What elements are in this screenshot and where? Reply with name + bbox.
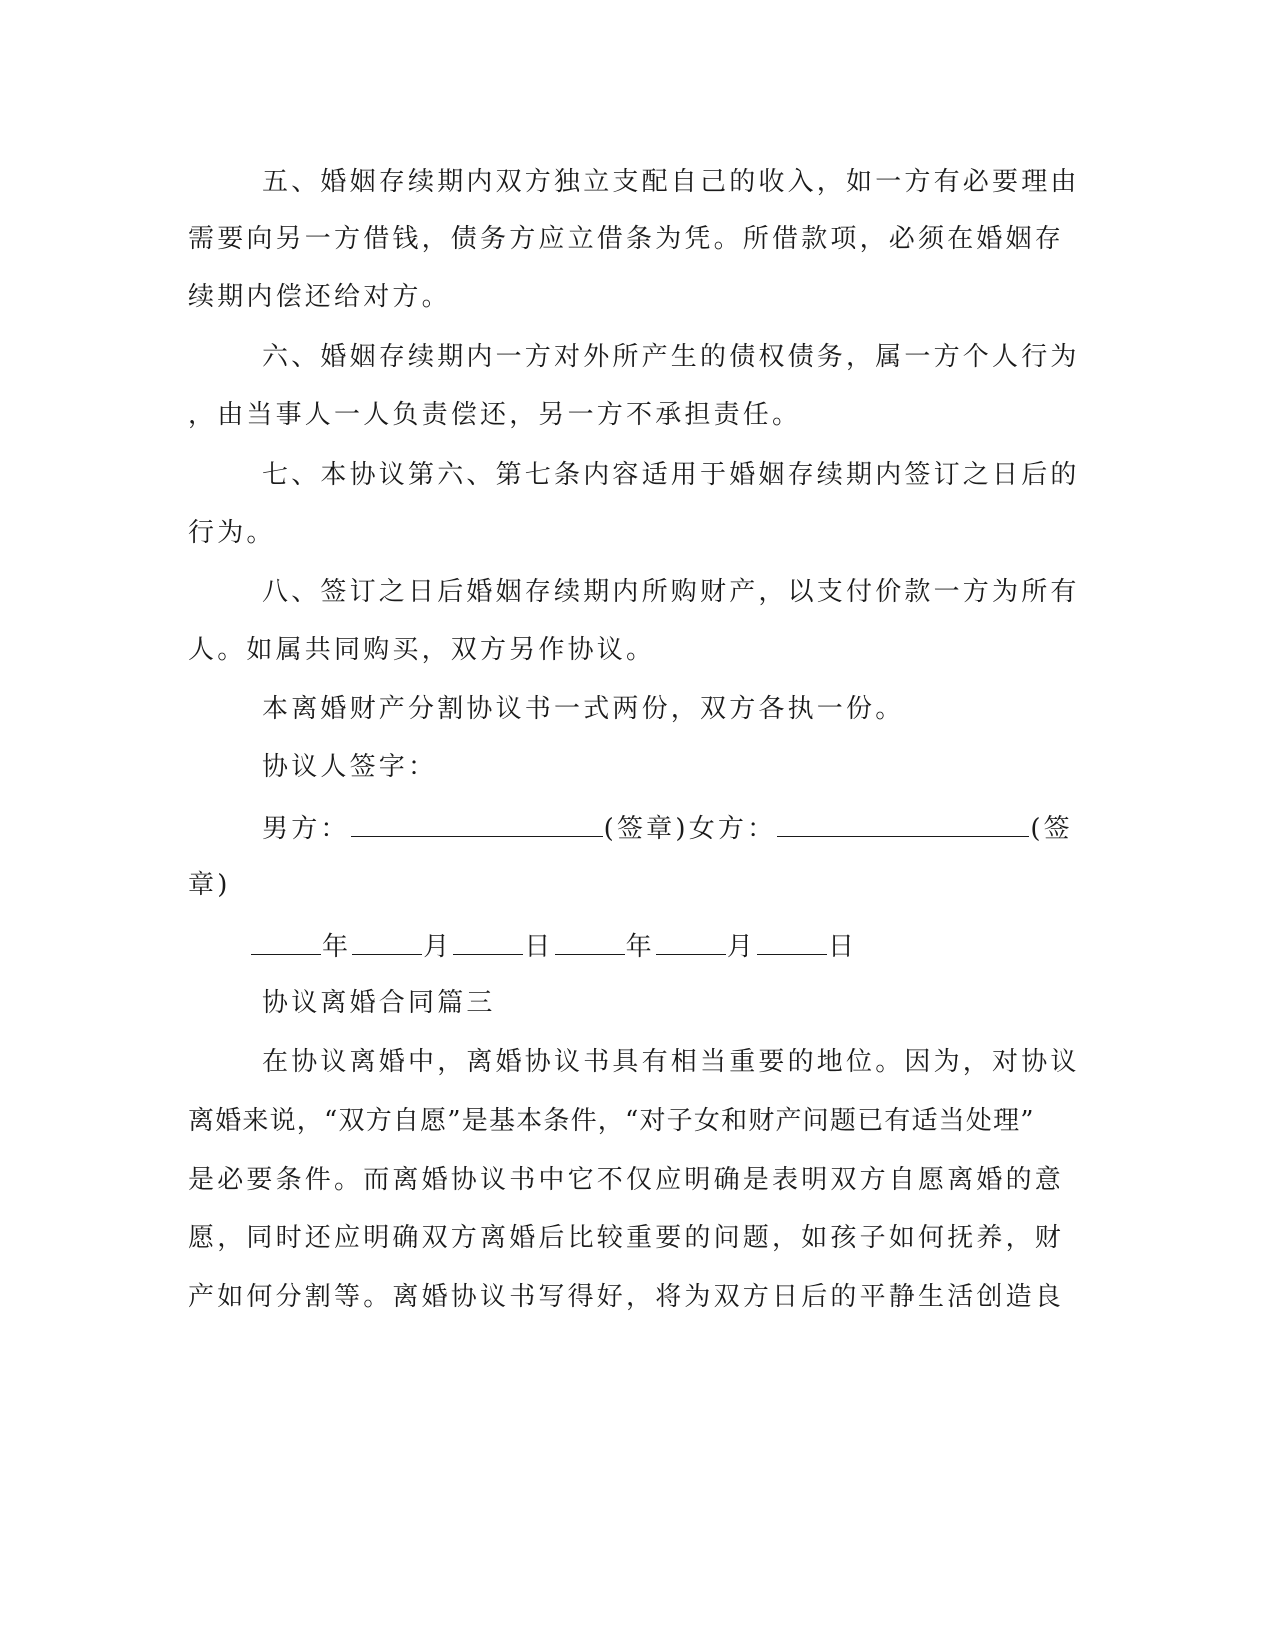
- day-blank-2[interactable]: [757, 928, 827, 955]
- female-seal-label-end: 章): [188, 870, 231, 900]
- paragraph-line-4: 愿，同时还应明确双方离婚后比较重要的问题，如孩子如何抚养，财: [188, 1223, 1065, 1253]
- clause-5-line-1: 五、婚姻存续期内双方独立支配自己的收入，如一方有必要理由: [262, 167, 1080, 197]
- day-blank-1[interactable]: [453, 928, 523, 955]
- year-blank-1[interactable]: [251, 928, 321, 955]
- month-label-2: 月: [726, 932, 757, 962]
- paragraph-line-3: 是必要条件。而离婚协议书中它不仅应明确是表明双方自愿离婚的意: [188, 1165, 1065, 1195]
- copies-note: 本离婚财产分割协议书一式两份，双方各执一份。: [262, 694, 905, 724]
- clause-7-line-1: 七、本协议第六、第七条内容适用于婚姻存续期内签订之日后的: [262, 460, 1080, 490]
- month-blank-1[interactable]: [352, 928, 422, 955]
- female-seal-label-start: (签: [1030, 814, 1073, 844]
- paragraph-line-1: 在协议离婚中，离婚协议书具有相当重要的地位。因为，对协议: [262, 1047, 1080, 1077]
- year-label-2: 年: [625, 932, 655, 962]
- clause-5-line-3: 续期内偿还给对方。: [188, 282, 451, 312]
- year-label-1: 年: [322, 932, 352, 962]
- male-label: 男方：: [262, 814, 350, 844]
- clause-5-line-2: 需要向另一方借钱，债务方应立借条为凭。所借款项，必须在婚姻存: [188, 224, 1065, 254]
- signature-line: [262, 810, 1073, 846]
- male-signature-blank[interactable]: [351, 810, 603, 837]
- male-seal-label: (签章): [603, 814, 689, 844]
- paragraph-line-5: 产如何分割等。离婚协议书写得好，将为双方日后的平静生活创造良: [188, 1282, 1065, 1312]
- month-label-1: 月: [423, 932, 453, 962]
- paragraph-line-2: 离婚来说，“双方自愿”是基本条件，“对子女和财产问题已有适当处理”: [188, 1106, 1035, 1136]
- day-label-1: 日: [524, 932, 554, 962]
- year-blank-2[interactable]: [555, 928, 625, 955]
- female-signature-blank[interactable]: [777, 810, 1029, 837]
- clause-8-line-1: 八、签订之日后婚姻存续期内所购财产，以支付价款一方为所有: [262, 577, 1080, 607]
- date-line: [250, 928, 857, 964]
- month-blank-2[interactable]: [656, 928, 726, 955]
- clause-6-line-2: ，由当事人一人负责偿还，另一方不承担责任。: [188, 400, 802, 430]
- clause-7-line-2: 行为。: [188, 518, 276, 548]
- signature-heading: 协议人签字：: [262, 752, 438, 782]
- day-label-2: 日: [828, 932, 858, 962]
- section-title: 协议离婚合同篇三: [262, 988, 496, 1018]
- clause-6-line-1: 六、婚姻存续期内一方对外所产生的债权债务，属一方个人行为: [262, 342, 1080, 372]
- female-label: 女方：: [688, 814, 777, 844]
- clause-8-line-2: 人。如属共同购买，双方另作协议。: [188, 635, 656, 665]
